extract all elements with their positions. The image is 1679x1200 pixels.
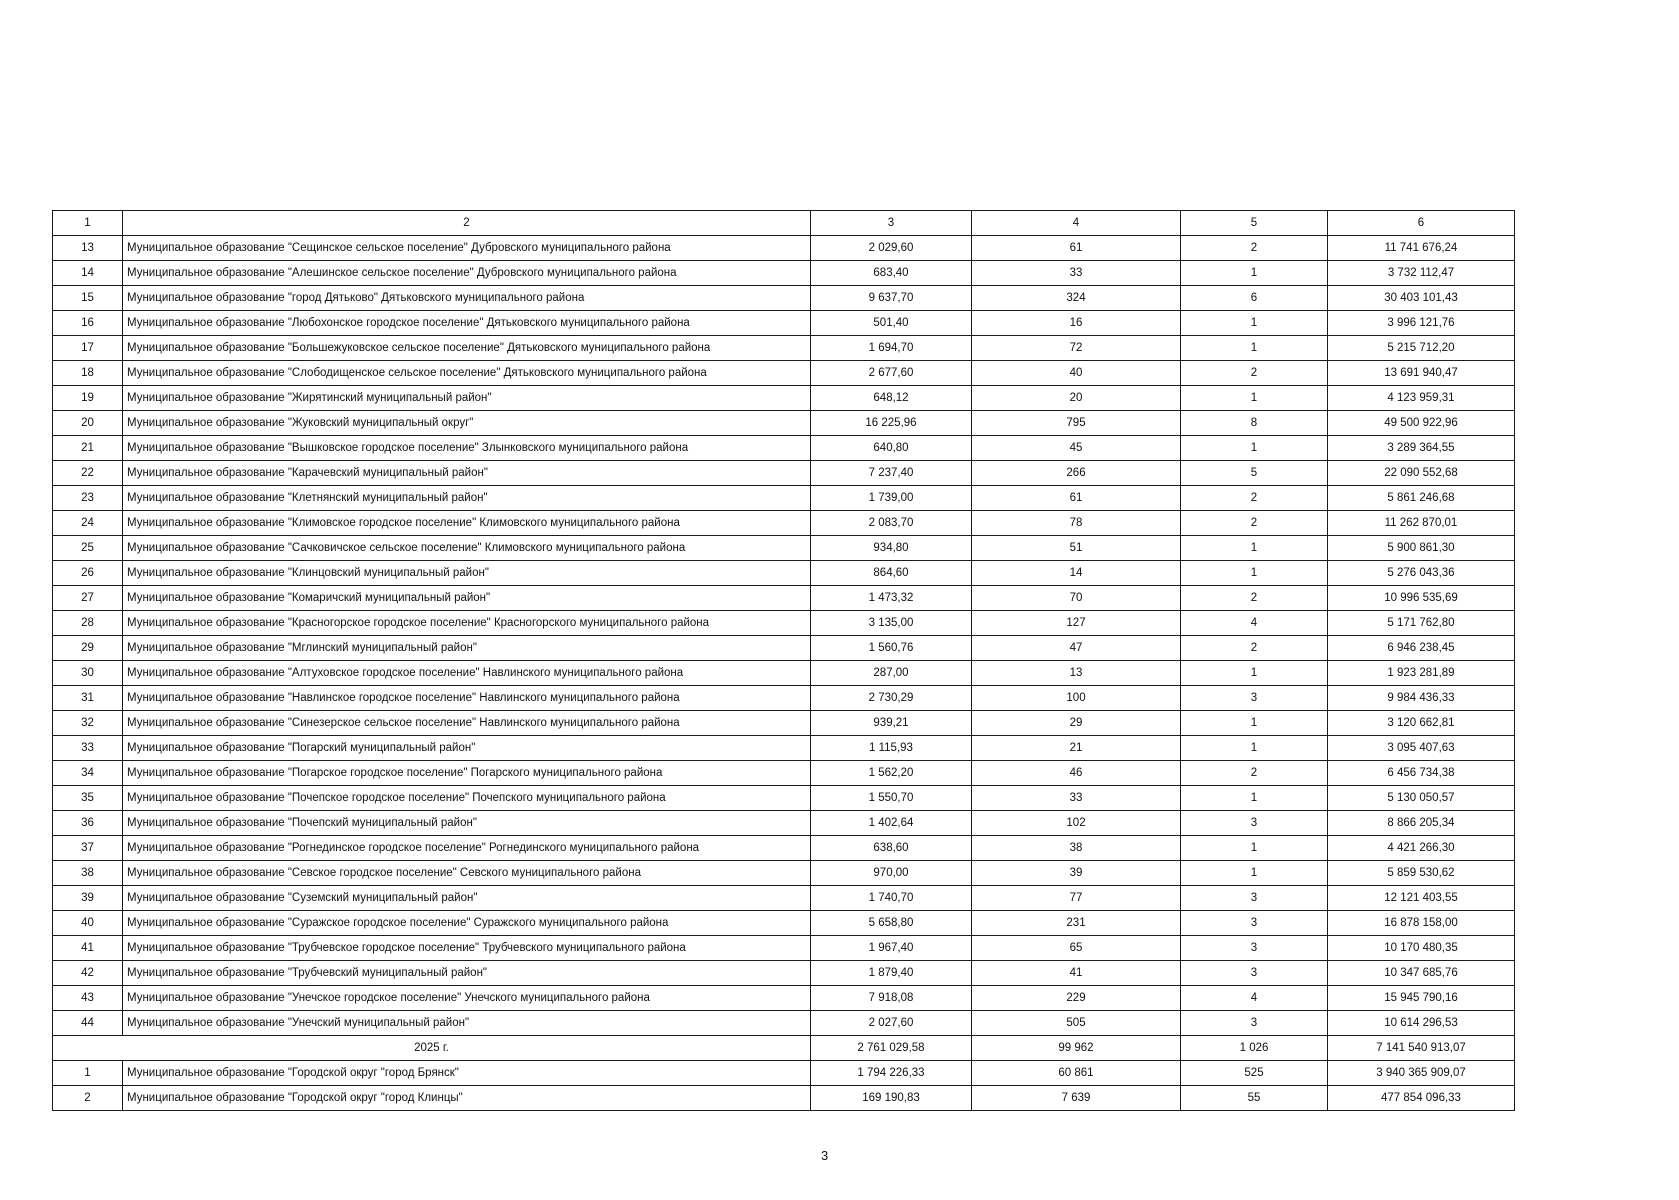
municipality-name-cell: Муниципальное образование "Унечский муниципальный район" bbox=[123, 1011, 811, 1036]
value-cell-col5: 2 bbox=[1181, 486, 1328, 511]
value-cell-col6: 9 984 436,33 bbox=[1328, 686, 1515, 711]
table-row bbox=[53, 336, 1515, 361]
table-row bbox=[53, 836, 1515, 861]
municipality-name-cell: Муниципальное образование "Севское городское поселение" Севского муниципального района bbox=[123, 861, 811, 886]
value-cell-col5: 1 bbox=[1181, 336, 1328, 361]
value-cell-col5: 2 bbox=[1181, 761, 1328, 786]
value-cell-col6: 49 500 922,96 bbox=[1328, 411, 1515, 436]
row-number-cell: 40 bbox=[53, 911, 123, 936]
row-number-cell: 25 bbox=[53, 536, 123, 561]
year-total-col5: 1 026 bbox=[1181, 1036, 1328, 1061]
data-table bbox=[52, 210, 1515, 1111]
value-cell-col4: 100 bbox=[972, 686, 1181, 711]
municipality-name-cell: Муниципальное образование "Синезерское сельское поселение" Навлинского муниципального района bbox=[123, 711, 811, 736]
municipality-name-cell: Муниципальное образование "Жуковский муниципальный округ" bbox=[123, 411, 811, 436]
value-cell-col3: 934,80 bbox=[811, 536, 972, 561]
value-cell-col4: 229 bbox=[972, 986, 1181, 1011]
value-cell-col4: 266 bbox=[972, 461, 1181, 486]
value-cell-col4: 60 861 bbox=[972, 1061, 1181, 1086]
municipality-name-cell: Муниципальное образование "Большежуковское сельское поселение" Дятьковского муниципального района bbox=[123, 336, 811, 361]
value-cell-col6: 4 421 266,30 bbox=[1328, 836, 1515, 861]
value-cell-col6: 5 859 530,62 bbox=[1328, 861, 1515, 886]
value-cell-col3: 1 739,00 bbox=[811, 486, 972, 511]
value-cell-col6: 3 940 365 909,07 bbox=[1328, 1061, 1515, 1086]
value-cell-col6: 30 403 101,43 bbox=[1328, 286, 1515, 311]
value-cell-col4: 38 bbox=[972, 836, 1181, 861]
table-row bbox=[53, 861, 1515, 886]
value-cell-col5: 3 bbox=[1181, 886, 1328, 911]
table-row bbox=[53, 886, 1515, 911]
table-row bbox=[53, 1011, 1515, 1036]
value-cell-col5: 3 bbox=[1181, 686, 1328, 711]
value-cell-col4: 65 bbox=[972, 936, 1181, 961]
value-cell-col3: 1 562,20 bbox=[811, 761, 972, 786]
value-cell-col3: 7 237,40 bbox=[811, 461, 972, 486]
table-row bbox=[53, 586, 1515, 611]
value-cell-col4: 78 bbox=[972, 511, 1181, 536]
value-cell-col3: 683,40 bbox=[811, 261, 972, 286]
value-cell-col3: 1 879,40 bbox=[811, 961, 972, 986]
value-cell-col6: 10 996 535,69 bbox=[1328, 586, 1515, 611]
value-cell-col5: 8 bbox=[1181, 411, 1328, 436]
value-cell-col4: 45 bbox=[972, 436, 1181, 461]
municipality-name-cell: Муниципальное образование "Погарское городское поселение" Погарского муниципального района bbox=[123, 761, 811, 786]
row-number-cell: 1 bbox=[53, 1061, 123, 1086]
value-cell-col6: 4 123 959,31 bbox=[1328, 386, 1515, 411]
value-cell-col4: 14 bbox=[972, 561, 1181, 586]
row-number-cell: 18 bbox=[53, 361, 123, 386]
value-cell-col5: 1 bbox=[1181, 311, 1328, 336]
municipality-name-cell: Муниципальное образование "Трубчевский муниципальный район" bbox=[123, 961, 811, 986]
table-row bbox=[53, 486, 1515, 511]
table-body bbox=[53, 211, 1515, 1111]
value-cell-col4: 33 bbox=[972, 261, 1181, 286]
municipality-name-cell: Муниципальное образование "Слободищенское сельское поселение" Дятьковского муниципального района bbox=[123, 361, 811, 386]
value-cell-col6: 5 215 712,20 bbox=[1328, 336, 1515, 361]
table-row bbox=[53, 311, 1515, 336]
municipality-name-cell: Муниципальное образование "Вышковское городское поселение" Злынковского муниципального района bbox=[123, 436, 811, 461]
value-cell-col5: 4 bbox=[1181, 611, 1328, 636]
value-cell-col3: 1 694,70 bbox=[811, 336, 972, 361]
value-cell-col5: 1 bbox=[1181, 661, 1328, 686]
value-cell-col5: 2 bbox=[1181, 361, 1328, 386]
row-number-cell: 30 bbox=[53, 661, 123, 686]
row-number-cell: 23 bbox=[53, 486, 123, 511]
value-cell-col6: 10 614 296,53 bbox=[1328, 1011, 1515, 1036]
value-cell-col5: 55 bbox=[1181, 1086, 1328, 1111]
row-number-cell: 41 bbox=[53, 936, 123, 961]
row-number-cell: 2 bbox=[53, 1086, 123, 1111]
value-cell-col3: 864,60 bbox=[811, 561, 972, 586]
row-number-cell: 14 bbox=[53, 261, 123, 286]
value-cell-col4: 61 bbox=[972, 236, 1181, 261]
municipality-name-cell: Муниципальное образование "Мглинский муниципальный район" bbox=[123, 636, 811, 661]
value-cell-col4: 39 bbox=[972, 861, 1181, 886]
value-cell-col3: 2 730,29 bbox=[811, 686, 972, 711]
value-cell-col5: 1 bbox=[1181, 836, 1328, 861]
value-cell-col3: 2 029,60 bbox=[811, 236, 972, 261]
year-total-col6: 7 141 540 913,07 bbox=[1328, 1036, 1515, 1061]
table-row bbox=[53, 811, 1515, 836]
row-number-cell: 21 bbox=[53, 436, 123, 461]
header-cell: 1 bbox=[53, 211, 123, 236]
municipality-name-cell: Муниципальное образование "Алтуховское городское поселение" Навлинского муниципального района bbox=[123, 661, 811, 686]
table-row bbox=[53, 786, 1515, 811]
municipality-name-cell: Муниципальное образование "Рогнединское городское поселение" Рогнединского муниципального района bbox=[123, 836, 811, 861]
value-cell-col3: 2 083,70 bbox=[811, 511, 972, 536]
table-row bbox=[53, 936, 1515, 961]
row-number-cell: 42 bbox=[53, 961, 123, 986]
header-cell: 6 bbox=[1328, 211, 1515, 236]
value-cell-col6: 3 120 662,81 bbox=[1328, 711, 1515, 736]
value-cell-col4: 7 639 bbox=[972, 1086, 1181, 1111]
table-row bbox=[53, 361, 1515, 386]
value-cell-col6: 8 866 205,34 bbox=[1328, 811, 1515, 836]
value-cell-col6: 12 121 403,55 bbox=[1328, 886, 1515, 911]
municipality-name-cell: Муниципальное образование "Климовское городское поселение" Климовского муниципального района bbox=[123, 511, 811, 536]
value-cell-col5: 4 bbox=[1181, 986, 1328, 1011]
row-number-cell: 29 bbox=[53, 636, 123, 661]
table-row bbox=[53, 636, 1515, 661]
value-cell-col4: 324 bbox=[972, 286, 1181, 311]
value-cell-col3: 9 637,70 bbox=[811, 286, 972, 311]
value-cell-col4: 33 bbox=[972, 786, 1181, 811]
value-cell-col3: 640,80 bbox=[811, 436, 972, 461]
value-cell-col6: 16 878 158,00 bbox=[1328, 911, 1515, 936]
row-number-cell: 32 bbox=[53, 711, 123, 736]
value-cell-col3: 5 658,80 bbox=[811, 911, 972, 936]
value-cell-col3: 7 918,08 bbox=[811, 986, 972, 1011]
municipality-name-cell: Муниципальное образование "Городской округ "город Брянск" bbox=[123, 1061, 811, 1086]
row-number-cell: 15 bbox=[53, 286, 123, 311]
municipality-name-cell: Муниципальное образование "Городской округ "город Клинцы" bbox=[123, 1086, 811, 1111]
value-cell-col5: 1 bbox=[1181, 536, 1328, 561]
row-number-cell: 33 bbox=[53, 736, 123, 761]
value-cell-col5: 1 bbox=[1181, 861, 1328, 886]
page-number: 3 bbox=[821, 1148, 829, 1163]
value-cell-col4: 29 bbox=[972, 711, 1181, 736]
table-row bbox=[53, 561, 1515, 586]
municipality-name-cell: Муниципальное образование "Суземский муниципальный район" bbox=[123, 886, 811, 911]
value-cell-col3: 16 225,96 bbox=[811, 411, 972, 436]
value-cell-col4: 41 bbox=[972, 961, 1181, 986]
table-row bbox=[53, 536, 1515, 561]
municipality-name-cell: Муниципальное образование "Клинцовский муниципальный район" bbox=[123, 561, 811, 586]
year-label-cell: 2025 г. bbox=[53, 1036, 811, 1061]
municipality-name-cell: Муниципальное образование "Сещинское сельское поселение" Дубровского муниципального района bbox=[123, 236, 811, 261]
value-cell-col4: 102 bbox=[972, 811, 1181, 836]
value-cell-col4: 795 bbox=[972, 411, 1181, 436]
row-number-cell: 34 bbox=[53, 761, 123, 786]
row-number-cell: 20 bbox=[53, 411, 123, 436]
municipality-name-cell: Муниципальное образование "Унечское городское поселение" Унечского муниципального района bbox=[123, 986, 811, 1011]
table-row bbox=[53, 236, 1515, 261]
value-cell-col5: 3 bbox=[1181, 1011, 1328, 1036]
column-number-row bbox=[53, 211, 1515, 236]
row-number-cell: 22 bbox=[53, 461, 123, 486]
municipality-name-cell: Муниципальное образование "Жирятинский муниципальный район" bbox=[123, 386, 811, 411]
municipality-name-cell: Муниципальное образование "Комаричский муниципальный район" bbox=[123, 586, 811, 611]
row-number-cell: 26 bbox=[53, 561, 123, 586]
table-row bbox=[53, 261, 1515, 286]
municipality-name-cell: Муниципальное образование "Карачевский муниципальный район" bbox=[123, 461, 811, 486]
header-cell: 4 bbox=[972, 211, 1181, 236]
row-number-cell: 37 bbox=[53, 836, 123, 861]
value-cell-col3: 1 794 226,33 bbox=[811, 1061, 972, 1086]
value-cell-col4: 70 bbox=[972, 586, 1181, 611]
value-cell-col5: 1 bbox=[1181, 261, 1328, 286]
value-cell-col5: 2 bbox=[1181, 511, 1328, 536]
value-cell-col6: 477 854 096,33 bbox=[1328, 1086, 1515, 1111]
row-number-cell: 44 bbox=[53, 1011, 123, 1036]
value-cell-col4: 47 bbox=[972, 636, 1181, 661]
municipality-name-cell: Муниципальное образование "Почепское городское поселение" Почепского муниципального района bbox=[123, 786, 811, 811]
municipality-name-cell: Муниципальное образование "Красногорское городское поселение" Красногорского муниципального района bbox=[123, 611, 811, 636]
value-cell-col6: 13 691 940,47 bbox=[1328, 361, 1515, 386]
row-number-cell: 27 bbox=[53, 586, 123, 611]
value-cell-col5: 1 bbox=[1181, 786, 1328, 811]
row-number-cell: 39 bbox=[53, 886, 123, 911]
municipality-name-cell: Муниципальное образование "Сачковичское сельское поселение" Климовского муниципального района bbox=[123, 536, 811, 561]
table-row bbox=[53, 436, 1515, 461]
value-cell-col6: 5 276 043,36 bbox=[1328, 561, 1515, 586]
table-row bbox=[53, 1061, 1515, 1086]
value-cell-col6: 6 946 238,45 bbox=[1328, 636, 1515, 661]
municipality-name-cell: Муниципальное образование "Клетнянский муниципальный район" bbox=[123, 486, 811, 511]
value-cell-col4: 21 bbox=[972, 736, 1181, 761]
year-total-col4: 99 962 bbox=[972, 1036, 1181, 1061]
value-cell-col6: 11 741 676,24 bbox=[1328, 236, 1515, 261]
value-cell-col4: 51 bbox=[972, 536, 1181, 561]
value-cell-col6: 3 095 407,63 bbox=[1328, 736, 1515, 761]
value-cell-col3: 2 027,60 bbox=[811, 1011, 972, 1036]
value-cell-col4: 72 bbox=[972, 336, 1181, 361]
value-cell-col4: 13 bbox=[972, 661, 1181, 686]
value-cell-col3: 2 677,60 bbox=[811, 361, 972, 386]
table-row bbox=[53, 986, 1515, 1011]
row-number-cell: 31 bbox=[53, 686, 123, 711]
table-row bbox=[53, 711, 1515, 736]
value-cell-col5: 3 bbox=[1181, 936, 1328, 961]
value-cell-col3: 287,00 bbox=[811, 661, 972, 686]
table-row bbox=[53, 386, 1515, 411]
header-cell: 5 bbox=[1181, 211, 1328, 236]
value-cell-col6: 10 347 685,76 bbox=[1328, 961, 1515, 986]
value-cell-col5: 3 bbox=[1181, 961, 1328, 986]
value-cell-col6: 5 171 762,80 bbox=[1328, 611, 1515, 636]
value-cell-col5: 1 bbox=[1181, 736, 1328, 761]
row-number-cell: 35 bbox=[53, 786, 123, 811]
value-cell-col3: 1 740,70 bbox=[811, 886, 972, 911]
value-cell-col4: 20 bbox=[972, 386, 1181, 411]
municipality-name-cell: Муниципальное образование "Трубчевское городское поселение" Трубчевского муниципального района bbox=[123, 936, 811, 961]
value-cell-col3: 3 135,00 bbox=[811, 611, 972, 636]
value-cell-col3: 939,21 bbox=[811, 711, 972, 736]
table-row bbox=[53, 911, 1515, 936]
table-row bbox=[53, 961, 1515, 986]
value-cell-col4: 77 bbox=[972, 886, 1181, 911]
municipality-name-cell: Муниципальное образование "Суражское городское поселение" Суражского муниципального района bbox=[123, 911, 811, 936]
value-cell-col4: 61 bbox=[972, 486, 1181, 511]
table-row bbox=[53, 461, 1515, 486]
value-cell-col4: 505 bbox=[972, 1011, 1181, 1036]
table-row bbox=[53, 686, 1515, 711]
table-row bbox=[53, 611, 1515, 636]
value-cell-col3: 501,40 bbox=[811, 311, 972, 336]
value-cell-col3: 1 473,32 bbox=[811, 586, 972, 611]
value-cell-col5: 3 bbox=[1181, 811, 1328, 836]
value-cell-col3: 638,60 bbox=[811, 836, 972, 861]
header-cell: 3 bbox=[811, 211, 972, 236]
value-cell-col6: 5 130 050,57 bbox=[1328, 786, 1515, 811]
value-cell-col5: 3 bbox=[1181, 911, 1328, 936]
municipality-name-cell: Муниципальное образование "Навлинское городское поселение" Навлинского муниципального района bbox=[123, 686, 811, 711]
value-cell-col5: 2 bbox=[1181, 586, 1328, 611]
value-cell-col6: 3 996 121,76 bbox=[1328, 311, 1515, 336]
value-cell-col3: 1 967,40 bbox=[811, 936, 972, 961]
year-total-col3: 2 761 029,58 bbox=[811, 1036, 972, 1061]
value-cell-col3: 648,12 bbox=[811, 386, 972, 411]
row-number-cell: 43 bbox=[53, 986, 123, 1011]
municipality-name-cell: Муниципальное образование "Алешинское сельское поселение" Дубровского муниципального района bbox=[123, 261, 811, 286]
municipality-name-cell: Муниципальное образование "Погарский муниципальный район" bbox=[123, 736, 811, 761]
value-cell-col4: 40 bbox=[972, 361, 1181, 386]
row-number-cell: 17 bbox=[53, 336, 123, 361]
value-cell-col3: 1 115,93 bbox=[811, 736, 972, 761]
value-cell-col3: 1 402,64 bbox=[811, 811, 972, 836]
value-cell-col5: 525 bbox=[1181, 1061, 1328, 1086]
value-cell-col4: 46 bbox=[972, 761, 1181, 786]
value-cell-col6: 3 732 112,47 bbox=[1328, 261, 1515, 286]
row-number-cell: 28 bbox=[53, 611, 123, 636]
table-row bbox=[53, 286, 1515, 311]
value-cell-col5: 2 bbox=[1181, 236, 1328, 261]
value-cell-col6: 10 170 480,35 bbox=[1328, 936, 1515, 961]
value-cell-col4: 16 bbox=[972, 311, 1181, 336]
value-cell-col6: 15 945 790,16 bbox=[1328, 986, 1515, 1011]
value-cell-col6: 11 262 870,01 bbox=[1328, 511, 1515, 536]
value-cell-col5: 1 bbox=[1181, 561, 1328, 586]
table-row bbox=[53, 661, 1515, 686]
value-cell-col3: 1 550,70 bbox=[811, 786, 972, 811]
value-cell-col5: 1 bbox=[1181, 386, 1328, 411]
municipality-name-cell: Муниципальное образование "город Дятьково" Дятьковского муниципального района bbox=[123, 286, 811, 311]
municipality-name-cell: Муниципальное образование "Любохонское городское поселение" Дятьковского муниципального района bbox=[123, 311, 811, 336]
value-cell-col6: 5 861 246,68 bbox=[1328, 486, 1515, 511]
value-cell-col6: 22 090 552,68 bbox=[1328, 461, 1515, 486]
value-cell-col6: 6 456 734,38 bbox=[1328, 761, 1515, 786]
value-cell-col6: 1 923 281,89 bbox=[1328, 661, 1515, 686]
header-cell: 2 bbox=[123, 211, 811, 236]
row-number-cell: 24 bbox=[53, 511, 123, 536]
row-number-cell: 13 bbox=[53, 236, 123, 261]
year-total-row bbox=[53, 1036, 1515, 1061]
table-row bbox=[53, 736, 1515, 761]
value-cell-col6: 3 289 364,55 bbox=[1328, 436, 1515, 461]
value-cell-col4: 231 bbox=[972, 911, 1181, 936]
value-cell-col3: 970,00 bbox=[811, 861, 972, 886]
table-row bbox=[53, 511, 1515, 536]
table-row bbox=[53, 761, 1515, 786]
value-cell-col5: 5 bbox=[1181, 461, 1328, 486]
value-cell-col5: 2 bbox=[1181, 636, 1328, 661]
value-cell-col4: 127 bbox=[972, 611, 1181, 636]
table-row bbox=[53, 1086, 1515, 1111]
row-number-cell: 36 bbox=[53, 811, 123, 836]
row-number-cell: 16 bbox=[53, 311, 123, 336]
municipality-name-cell: Муниципальное образование "Почепский муниципальный район" bbox=[123, 811, 811, 836]
value-cell-col5: 6 bbox=[1181, 286, 1328, 311]
value-cell-col3: 169 190,83 bbox=[811, 1086, 972, 1111]
value-cell-col3: 1 560,76 bbox=[811, 636, 972, 661]
value-cell-col5: 1 bbox=[1181, 711, 1328, 736]
value-cell-col6: 5 900 861,30 bbox=[1328, 536, 1515, 561]
table-row bbox=[53, 411, 1515, 436]
row-number-cell: 19 bbox=[53, 386, 123, 411]
value-cell-col5: 1 bbox=[1181, 436, 1328, 461]
row-number-cell: 38 bbox=[53, 861, 123, 886]
